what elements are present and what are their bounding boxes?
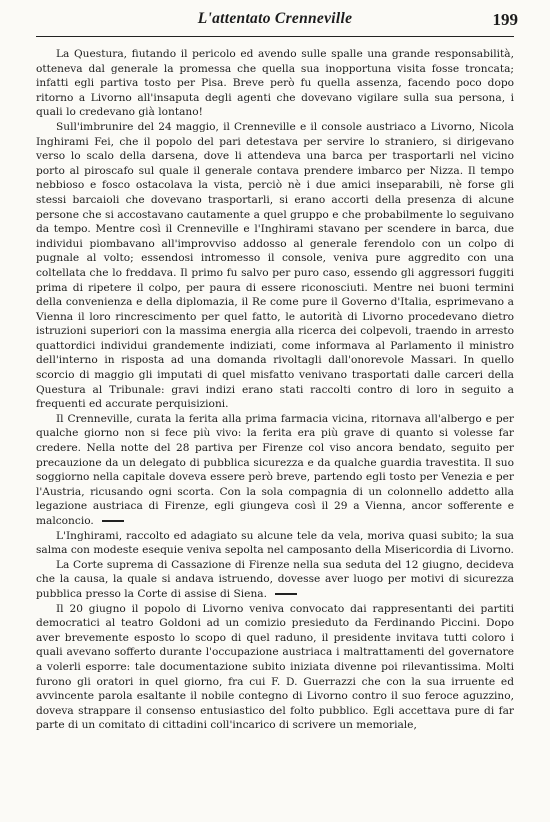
page-body — [36, 47, 514, 733]
paragraph-cassazione — [36, 558, 514, 602]
paragraph-attentato: Sull'imbrunire del 24 maggio, il Crenneville e il console austriaco a Livorno, Nicola Inghirami Fei, che il popolo del pari detestava per servire lo straniero, si dirigevano verso lo scalo della darsena, dove li attendeva una barca per trasportarli nel vicino porto al piroscafo sul quale il generale contava prendere imbarco per Nizza. Il tempo nebbioso e fosco ostacolava la vista, perciò nè i due amici inseparabili, nè forse gli stessi barcaioli che dovevano trasportarli, si erano accorti della presenza di alcune persone che si accostavano cautamente a quel gruppo e che probabilmente lo seguivano da tempo. Mentre così il Crenneville e l'Inghirami stavano per scendere in barca, due individui piombavano all'improvviso addosso al generale ferendolo con un colpo di pugnale al volto; essendosi intromesso il console, veniva pure aggredito con una coltellata che lo freddava. Il primo fu salvo per puro caso, essendo gli aggressori fuggiti prima di ripetere il colpo, per paura di essere riconosciuti. Mentre nei buoni termini della convenienza e della diplomazia, il Re come pure il Governo d'Italia, esprimevano a Vienna il loro rincrescimento per quel fatto, le autorità di Livorno procedevano dietro istruzioni superiori con la massima energia alla ricerca dei colpevoli, traendo in arresto quattordici individui grandemente indiziati, come informava al Parlamento il ministro dell'interno in risposta ad una domanda rivoltagli dall'onorevole Massari. In quello scorcio di maggio gli imputati di quel misfatto venivano trasportati dalle carceri della Questura al Tribunale: gravi indizi erano stati raccolti contro di loro in seguito a frequenti ed accurate perquisizioni. — [36, 120, 514, 411]
paragraph-comizio: Il 20 giugno il popolo di Livorno veniva convocato dai rappresentanti dei partiti democratici al teatro Goldoni ad un comizio presieduto da Ferdinando Piccini. Dopo aver brevemente esposto lo scopo di quel raduno, il presidente invitava tutti coloro i quali avevano sofferto durante l'occupazione austriaca i maltrattamenti del governatore a volerli esporre: tale documentazione subito iniziata divenne poi rilevantissima. Molti furono gli oratori in quel giorno, fra cui F. D. Guerrazzi che con la sua irruente ed avvincente parola esaltante il nobile contegno di Livorno contro il suo feroce aguzzino, doveva strappare il consenso entusiastico del folto pubblico. Egli accettava pure di far parte di un comitato di cittadini coll'incarico di scrivere un memoriale, — [36, 602, 514, 732]
section-rule-mark — [102, 520, 124, 522]
paragraph-text: Il Crenneville, curata la ferita alla prima farmacia vicina, ritornava all'albergo e per qualche giorno non si fece più vivo: la ferita era più grave di quanto si volesse far credere. Nella notte del 28 partiva per Firenze col viso ancora bendato, seguito per precauzione da un delegato di pubblica sicurezza e da qualche guardia travestita. Il suo soggiorno nella capitale doveva essere però breve, partendo egli tosto per Venezia e per l'Austria, ricusando ogni scorta. Con la sola compagnia di un colonnello addetto alla legazione austriaca di Firenze, egli giungeva così il 29 a Vienna, ancor sofferente e malconcio. — [36, 412, 514, 527]
book-page — [36, 10, 518, 733]
paragraph-crenneville-ferita — [36, 412, 514, 529]
section-rule-mark — [275, 593, 297, 595]
paragraph-text: La Corte suprema di Cassazione di Firenze nella sua seduta del 12 giugno, decideva che la causa, la quale si andava istruendo, dovesse aver luogo per motivi di sicurezza pubblica presso la Corte di assise di Siena. — [36, 558, 514, 600]
paragraph-questura: La Questura, fiutando il pericolo ed avendo sulle spalle una grande responsabilità, otteneva dal generale la promessa che quella sua inopportuna visita fosse troncata; infatti egli partiva tosto per Pisa. Breve però fu quella assenza, facendo poco dopo ritorno a Livorno all'insaputa degli agenti che dovevano vigilare sulla sua persona, i quali lo credevano già lontano! — [36, 48, 514, 119]
running-title: L'attentato Crenneville — [197, 10, 353, 27]
page-number: 199 — [492, 10, 518, 29]
paragraph-inghirami: L'Inghirami, raccolto ed adagiato su alcune tele da vela, moriva quasi subito; la sua salma con modeste esequie veniva sepolta nel camposanto della Misericordia di Livorno. — [36, 529, 514, 557]
running-header — [36, 10, 518, 37]
